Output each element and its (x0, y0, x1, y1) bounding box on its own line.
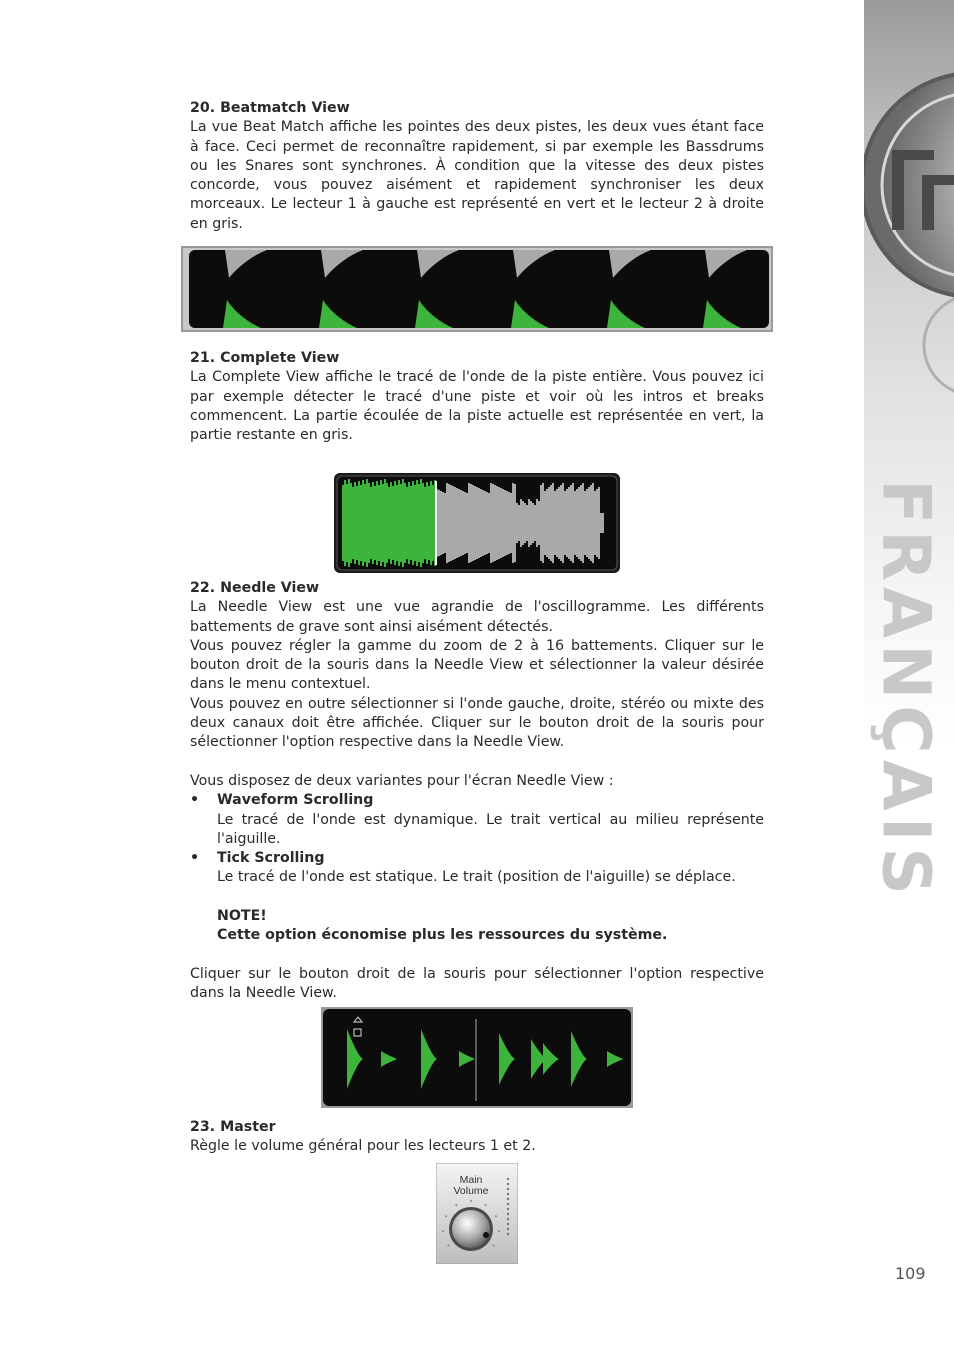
paragraph: La Needle View est une vue agrandie de l'oscillogramme. Les différents battements de grave sont ainsi aisément détectés. (190, 599, 764, 635)
knob-indicator (483, 1232, 489, 1238)
paragraph: La Complete View affiche le tracé de l'onde de la piste entière. Vous pouvez ici par exemple détecter le tracé d'une piste et voir où les intros et breaks commencent. La partie écoulée de la piste actuelle est représentée en vert, la partie restante en gris. (190, 369, 764, 444)
needle-view-screenshot (321, 1007, 633, 1108)
list-item-title: Waveform Scrolling (217, 792, 374, 809)
note-title: NOTE! (217, 908, 267, 925)
section-complete-view (190, 349, 764, 445)
knob-label: Main (459, 1174, 483, 1186)
volume-knob (452, 1210, 490, 1248)
list-item-text: Le tracé de l'onde est statique. Le trait (position de l'aiguille) se déplace. (217, 869, 736, 886)
section-heading: 22. Needle View (190, 580, 320, 596)
paragraph: Règle le volume général pour les lecteurs 1 et 2. (190, 1138, 536, 1155)
paragraph: Vous pouvez en outre sélectionner si l'onde gauche, droite, stéréo ou mixte des deux canaux doit être affichée. Cliquer sur le bouton droit de la souris pour sélectionner l'option respective dans la Needle View. (190, 695, 764, 751)
list-item-title: Tick Scrolling (217, 850, 325, 867)
paragraph: Vous disposez de deux variantes pour l'écran Needle View : (190, 772, 614, 789)
knob-label: Volume (453, 1185, 489, 1197)
section-heading: 20. Beatmatch View (190, 100, 350, 116)
section-needle-view (190, 579, 764, 1004)
logo-watermark-icon (864, 0, 954, 460)
complete-view-screenshot (334, 473, 620, 573)
page-number: 109 (895, 1264, 926, 1283)
beatmatch-view-screenshot (181, 246, 773, 332)
sidebar-language-label: FRANÇAIS (867, 479, 945, 901)
bullet-icon: • (190, 850, 200, 867)
list-item (190, 849, 764, 888)
paragraph: La vue Beat Match affiche les pointes des deux pistes, les deux vues étant face à face. Ceci permet de reconnaître rapidement, si par exemple les Bassdrums ou les Snares sont synchrones. À condition que la vitesse des deux pistes concorde, vous pouvez aisément et rapidement synchroniser les deux morceaux. Le lecteur 1 à gauche est représenté en vert et le lecteur 2 à droite en gris. (190, 119, 764, 232)
list-item (190, 791, 764, 849)
main-volume-knob-screenshot (436, 1163, 518, 1264)
section-heading: 23. Master (190, 1119, 276, 1135)
section-master (190, 1118, 764, 1157)
paragraph: Vous pouvez régler la gamme du zoom de 2 à 16 battements. Cliquer sur le bouton droit de la souris dans la Needle View et sélectionner la valeur désirée dans le menu contextuel. (190, 637, 764, 693)
note-text: Cette option économise plus les ressources du système. (217, 927, 668, 944)
list-item-text: Le tracé de l'onde est dynamique. Le trait vertical au milieu représente l'aiguille. (217, 811, 764, 847)
paragraph: Cliquer sur le bouton droit de la souris pour sélectionner l'option respective dans la Needle View. (190, 965, 764, 1002)
bullet-icon: • (190, 792, 200, 809)
section-heading: 21. Complete View (190, 350, 340, 366)
section-beatmatch (190, 99, 764, 234)
